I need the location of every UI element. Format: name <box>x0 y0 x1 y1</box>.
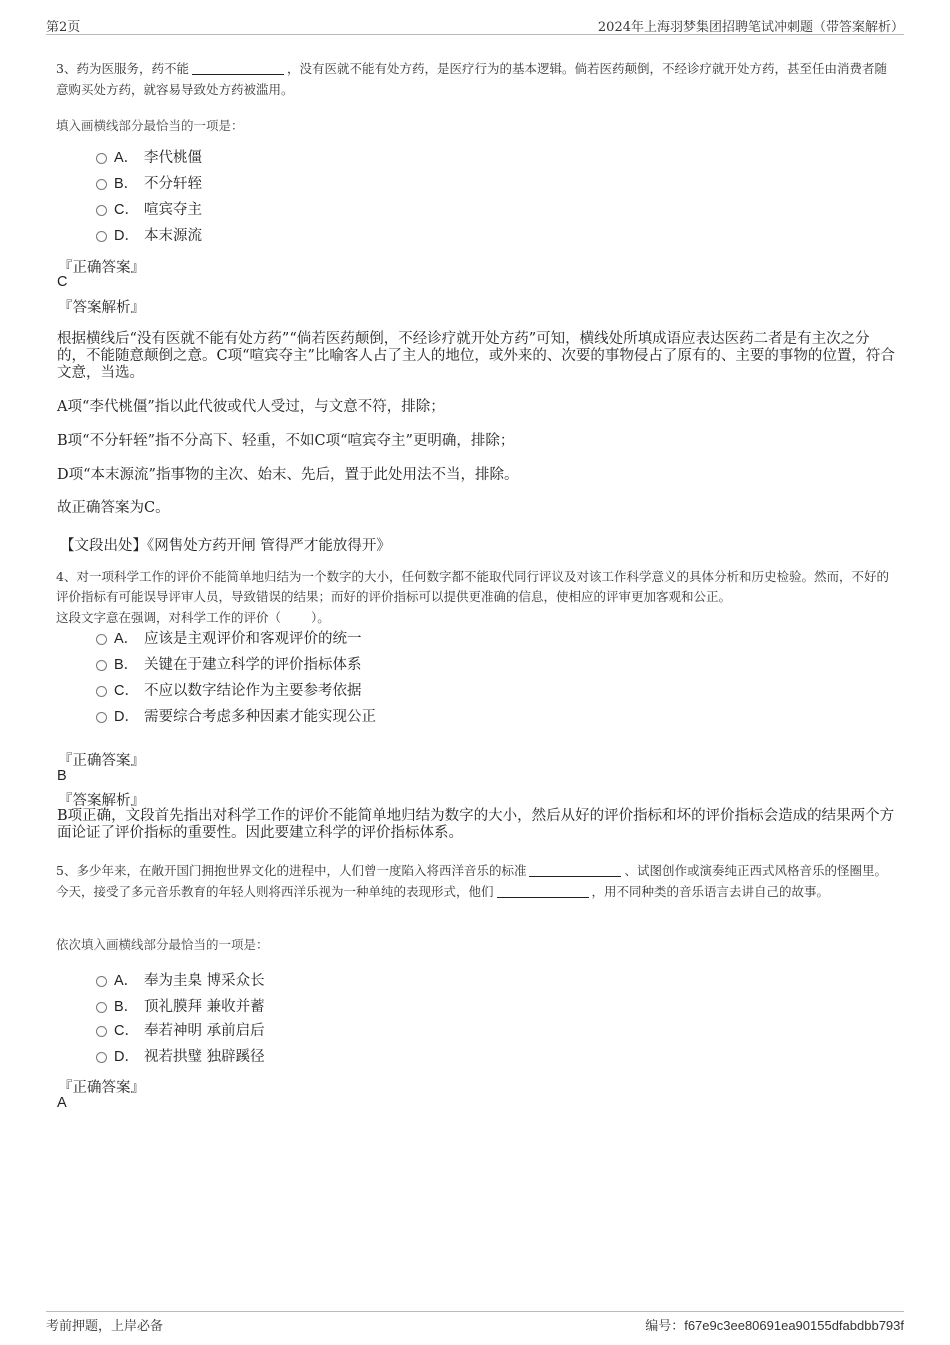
q4-answer-label: 『正确答案』 <box>58 753 145 769</box>
question-5-stem <box>56 860 896 902</box>
option-text: 不分轩轾 <box>144 176 202 192</box>
source-title: 《网售处方药开闸 管得严才能放得开》 <box>147 538 391 554</box>
q3-analysis-para-2: A项“李代桃僵”指以此代彼或代人受过，与文意不符，排除； <box>57 399 445 415</box>
option-text: 本末源流 <box>144 228 202 244</box>
page-number: 第2页 <box>46 20 81 35</box>
q4-analysis-label: 『答案解析』 <box>58 793 145 809</box>
source-label: 【文段出处】 <box>60 538 147 554</box>
document-title: 2024年上海羽梦集团招聘笔试冲刺题（带答案解析） <box>597 20 904 35</box>
option-letter: A． <box>114 973 139 989</box>
option-letter: B． <box>114 176 139 192</box>
option-text: 视若拱璧 独辟蹊径 <box>144 1049 265 1065</box>
q4-option-d[interactable] <box>96 706 376 728</box>
radio-icon[interactable] <box>96 686 107 697</box>
q5-stem-part-a: 5、多少年来，在敞开国门拥抱世界文化的进程中，人们曾一度陷入将西洋音乐的标准 <box>56 863 527 878</box>
radio-icon[interactable] <box>96 660 107 671</box>
q4-prompt-part-b: ）。 <box>311 610 330 625</box>
option-letter: C． <box>114 1023 139 1039</box>
radio-icon[interactable] <box>96 976 107 987</box>
q3-option-d[interactable] <box>96 225 202 247</box>
q5-option-b[interactable] <box>96 996 265 1018</box>
q4-option-c[interactable] <box>96 680 362 702</box>
footer-slogan: 考前押题，上岸必备 <box>46 1319 164 1334</box>
option-text: 奉为圭臬 博采众长 <box>144 973 265 989</box>
q5-option-d[interactable] <box>96 1046 265 1068</box>
option-letter: C． <box>114 683 139 699</box>
option-letter: C． <box>114 202 139 218</box>
option-letter: D． <box>114 1049 139 1065</box>
radio-icon[interactable] <box>96 1052 107 1063</box>
q3-stem-part-a: 3、药为医服务，药不能 <box>56 61 189 76</box>
q4-answer: B <box>57 768 67 784</box>
question-3-stem <box>56 58 896 100</box>
radio-icon[interactable] <box>96 153 107 164</box>
option-letter: D． <box>114 709 139 725</box>
document-id-label: 编号： <box>645 1319 685 1334</box>
option-text: 应该是主观评价和客观评价的统一 <box>144 631 362 647</box>
option-text: 奉若神明 承前启后 <box>144 1023 265 1039</box>
q3-analysis-label: 『答案解析』 <box>58 300 145 316</box>
option-letter: A． <box>114 631 139 647</box>
q5-stem-part-b: 、试图创作或演奏纯正西式风格音乐的怪圈里。今天，接受了多元音乐教育的年轻人则将西洋乐视为一种单纯的表现形式，他们 <box>56 863 887 899</box>
page-header <box>46 14 904 35</box>
q5-answer: A <box>57 1095 67 1111</box>
q5-stem-part-c: ，用不同种类的音乐语言去讲自己的故事。 <box>591 884 830 899</box>
option-letter: A． <box>114 150 139 166</box>
radio-icon[interactable] <box>96 1002 107 1013</box>
option-letter: D． <box>114 228 139 244</box>
document-id-value: f67e9c3ee80691ea90155dfabdbb793f <box>684 1318 904 1333</box>
q3-analysis-para-5: 故正确答案为C。 <box>57 500 170 516</box>
radio-icon[interactable] <box>96 712 107 723</box>
q3-analysis-para-3: B项“不分轩轾”指不分高下、轻重，不如C项“喧宾夺主”更明确，排除； <box>57 433 515 449</box>
q4-option-a[interactable] <box>96 628 362 650</box>
question-4-stem: 4、对一项科学工作的评价不能简单地归结为一个数字的大小，任何数字都不能取代同行评议及对该工作科学意义的具体分析和历史检验。然而，不好的评价指标有可能误导评审人员，导致错误的结果；而好的评价指标可以提供更准确的信息，使相应的评审更加客观和公正。 <box>56 569 889 604</box>
q3-stem-part-b: ，没有医就不能有处方药，是医疗行为的基本逻辑。倘若医药颠倒，不经诊疗就开处方药，甚至任由消费者随意购买处方药，就容易导致处方药被滥用。 <box>56 61 887 97</box>
document-id <box>645 1315 904 1334</box>
q3-prompt: 填入画横线部分最恰当的一项是： <box>56 118 244 133</box>
q5-answer-label: 『正确答案』 <box>58 1080 145 1096</box>
option-text: 需要综合考虑多种因素才能实现公正 <box>144 709 376 725</box>
radio-icon[interactable] <box>96 231 107 242</box>
q3-option-c[interactable] <box>96 199 202 221</box>
option-text: 关键在于建立科学的评价指标体系 <box>144 657 362 673</box>
option-text: 喧宾夺主 <box>144 202 202 218</box>
q4-prompt-part-a: 这段文字意在强调，对科学工作的评价（ <box>56 610 282 625</box>
q3-answer: C <box>57 274 68 290</box>
radio-icon[interactable] <box>96 179 107 190</box>
option-text: 顶礼膜拜 兼收并蓄 <box>144 999 265 1015</box>
q3-blank <box>192 62 284 75</box>
radio-icon[interactable] <box>96 205 107 216</box>
q5-blank-1 <box>529 864 621 877</box>
q3-source <box>60 534 391 555</box>
q3-answer-label: 『正确答案』 <box>58 260 145 276</box>
q4-analysis: B项正确，文段首先指出对科学工作的评价不能简单地归结为数字的大小，然后从好的评价指标和坏的评价指标会造成的结果两个方面论证了评价指标的重要性。因此要建立科学的评价指标体系。 <box>57 808 895 841</box>
option-text: 不应以数字结论作为主要参考依据 <box>144 683 362 699</box>
q3-analysis-para-4: D项“本末源流”指事物的主次、始末、先后，置于此处用法不当，排除。 <box>57 467 519 483</box>
option-text: 李代桃僵 <box>144 150 202 166</box>
q5-option-c[interactable] <box>96 1020 265 1042</box>
q3-analysis-para-1: 根据横线后“没有医就不能有处方药”“倘若医药颠倒，不经诊疗就开处方药”可知，横线处所填成语应表达医药二者是有主次之分的，不能随意颠倒之意。C项“喧宾夺主”比喻客人占了主人的地位，或外来的、次要的事物侵占了原有的、主要的事物的位置，符合文意，当选。 <box>57 331 895 381</box>
q3-option-a[interactable] <box>96 147 202 169</box>
page-footer <box>46 1311 904 1334</box>
q3-option-b[interactable] <box>96 173 202 195</box>
option-letter: B． <box>114 999 139 1015</box>
q5-option-a[interactable] <box>96 970 265 992</box>
radio-icon[interactable] <box>96 1026 107 1037</box>
q4-option-b[interactable] <box>96 654 362 676</box>
radio-icon[interactable] <box>96 634 107 645</box>
option-letter: B． <box>114 657 139 673</box>
question-4-prompt <box>56 608 896 628</box>
q5-blank-2 <box>497 885 589 898</box>
q5-prompt: 依次填入画横线部分最恰当的一项是： <box>56 937 269 952</box>
